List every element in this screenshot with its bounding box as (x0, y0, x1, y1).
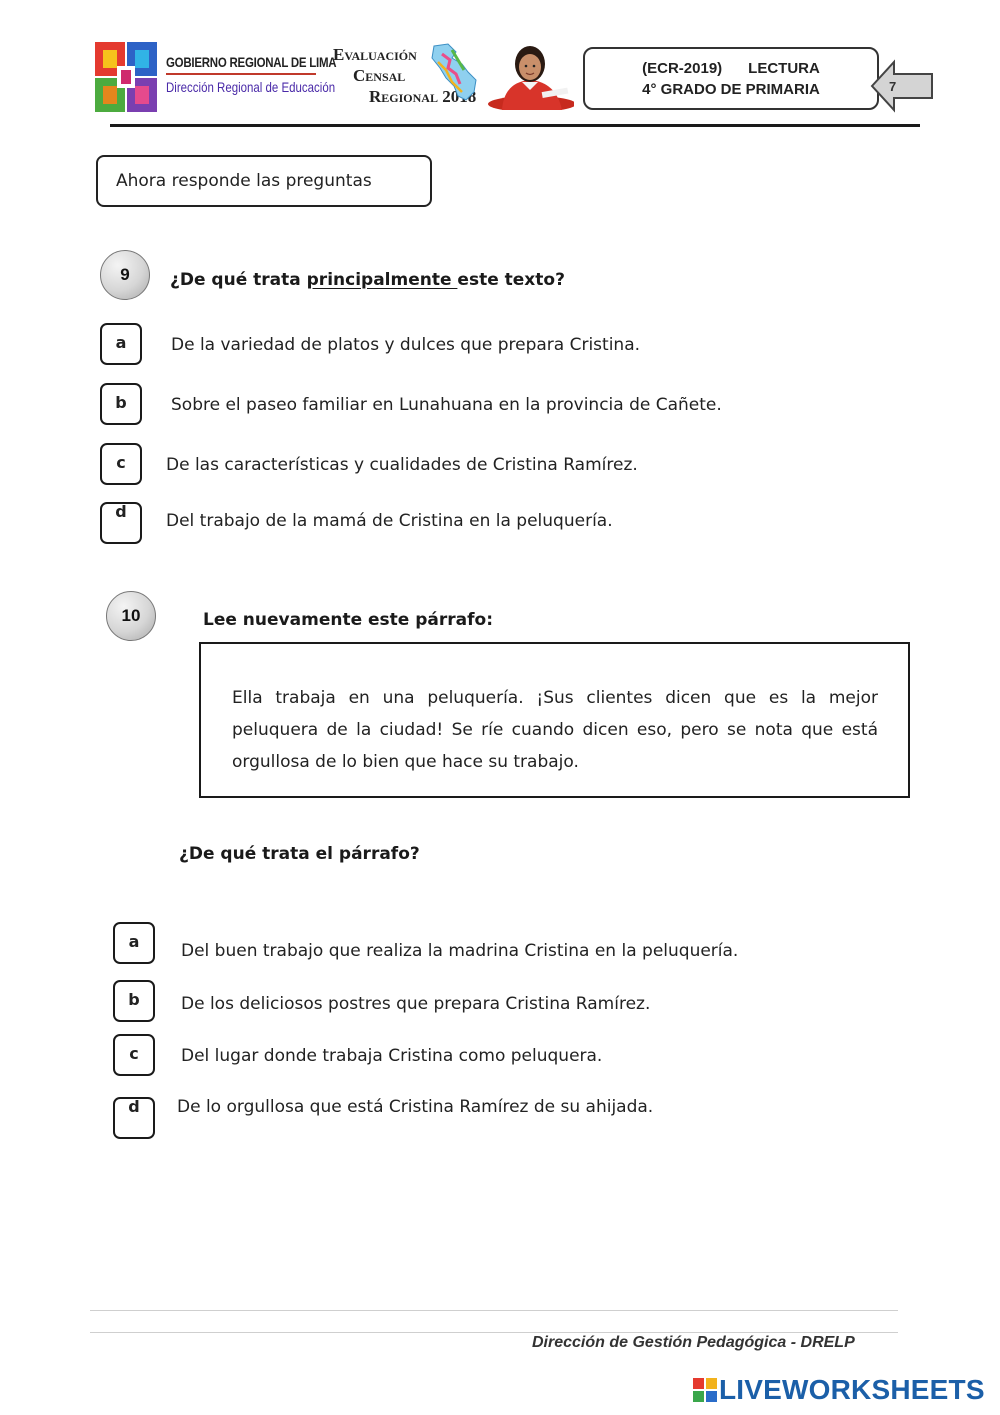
q10-option-d-box[interactable]: d (113, 1097, 155, 1139)
footer-divider-top (90, 1310, 898, 1311)
q9-option-b-box[interactable]: b (100, 383, 142, 425)
exam-code: (ECR-2019) (642, 60, 723, 77)
regional-year: Regional 2018 (369, 87, 477, 106)
instruction-box (96, 155, 432, 207)
footer-text: Dirección de Gestión Pedagógica - DRELP (532, 1334, 855, 1351)
liveworksheets-watermark[interactable]: LIVEWORKSHEETS (719, 1374, 985, 1405)
q9-option-c-box[interactable]: c (100, 443, 142, 485)
q9-option-a-box[interactable]: a (100, 323, 142, 365)
org-subtitle: Dirección Regional de Educación (166, 79, 336, 95)
exam-grade: 4° GRADO DE PRIMARIA (642, 81, 820, 98)
q10-option-c-text: Del lugar donde trabaja Cristina como peluquera. (181, 1046, 603, 1066)
q9-option-b-text: Sobre el paseo familiar en Lunahuana en la provincia de Cañete. (171, 395, 722, 415)
q9-option-a-text: De la variedad de platos y dulces que prepara Cristina. (171, 335, 641, 355)
org-divider (166, 73, 316, 75)
header-divider (110, 124, 920, 127)
question-10-number: 10 (106, 591, 156, 641)
instruction-text: Ahora responde las preguntas (116, 171, 372, 191)
regional-government-logo (95, 42, 157, 112)
reading-paragraph: Ella trabaja en una peluquería. ¡Sus clientes dicen que es la mejor peluquera de la ciudad! Se ríe cuando dicen eso, pero se nota que está orgullosa de lo bien que hace su trabajo. (232, 688, 878, 772)
question-9-emphasis: principalmente (306, 270, 458, 290)
census-word: Censal (353, 66, 406, 85)
question-9-text-start: ¿De qué trata (170, 270, 307, 290)
question-10-intro: Lee nuevamente este párrafo: (203, 610, 493, 630)
q10-option-c-box[interactable]: c (113, 1034, 155, 1076)
q9-option-d-box[interactable]: d (100, 502, 142, 544)
org-title: GOBIERNO REGIONAL DE LIMA (166, 54, 337, 70)
q9-option-d-text: Del trabajo de la mamá de Cristina en la peluquería. (166, 511, 613, 531)
evaluation-word: Evaluación (333, 45, 417, 64)
q10-option-b-text: De los deliciosos postres que prepara Cristina Ramírez. (181, 994, 651, 1014)
q10-option-d-text: De lo orgullosa que está Cristina Ramírez de su ahijada. (177, 1097, 654, 1117)
q10-option-b-box[interactable]: b (113, 980, 155, 1022)
page-number: 7 (889, 79, 897, 94)
peru-map-icon (428, 42, 480, 106)
q10-option-a-box[interactable]: a (113, 922, 155, 964)
reading-paragraph-box (199, 642, 910, 798)
question-9-number: 9 (100, 250, 150, 300)
student-illustration (482, 40, 574, 110)
exam-info-box (583, 47, 879, 110)
exam-subject: LECTURA (748, 60, 820, 77)
page-arrow-icon (870, 58, 934, 114)
question-9-text-end: este texto? (457, 270, 565, 290)
q9-option-c-text: De las características y cualidades de Cristina Ramírez. (166, 455, 638, 475)
question-9-text (170, 270, 565, 290)
q10-option-a-text: Del buen trabajo que realiza la madrina Cristina en la peluquería. (181, 941, 739, 961)
footer-divider-bottom (90, 1332, 898, 1333)
liveworksheets-logo-icon (693, 1378, 717, 1402)
question-10-text: ¿De qué trata el párrafo? (179, 844, 420, 864)
